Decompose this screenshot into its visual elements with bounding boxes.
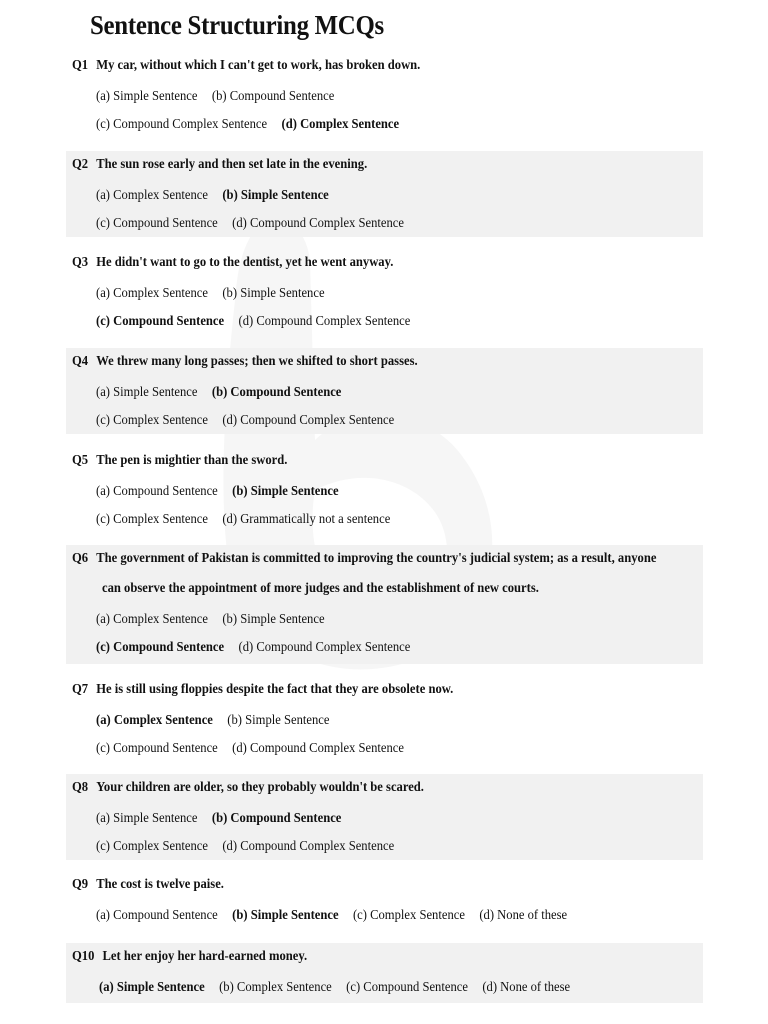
question-text <box>72 157 367 173</box>
question-number: Q2 <box>72 157 89 172</box>
question-stem-continued: can observe the appointment of more judges and the establishment of new courts. <box>102 581 539 596</box>
question-stem: The government of Pakistan is committed to improving the country's judicial system; as a result, anyone <box>96 551 657 566</box>
question-number: Q5 <box>72 453 89 468</box>
option: (a) Compound Sentence <box>96 484 218 499</box>
option: (a) Complex Sentence <box>96 286 208 301</box>
question-text <box>72 453 287 469</box>
option: (c) Compound Sentence <box>96 216 218 231</box>
option: (d) Compound Complex Sentence <box>232 741 404 756</box>
question-block <box>66 943 703 1003</box>
option: (c) Complex Sentence <box>96 839 208 854</box>
option-correct: (b) Compound Sentence <box>211 811 342 826</box>
page-title: Sentence Structuring MCQs <box>90 10 384 40</box>
option: (c) Complex Sentence <box>96 413 208 428</box>
question-number: Q6 <box>72 551 89 566</box>
options-row <box>99 980 585 996</box>
question-stem: The pen is mightier than the sword. <box>96 453 288 468</box>
option: (b) Simple Sentence <box>222 286 325 301</box>
options-row <box>96 385 356 401</box>
option-correct: (a) Simple Sentence <box>99 980 205 995</box>
question-stem: Your children are older, so they probably wouldn't be scared. <box>96 780 424 795</box>
options-row <box>96 484 353 500</box>
options-row <box>96 713 344 729</box>
question-block <box>66 151 703 237</box>
options-row <box>96 839 409 855</box>
question-stem: The cost is twelve paise. <box>96 877 224 892</box>
options-row <box>96 286 339 302</box>
option: (a) Complex Sentence <box>96 612 208 627</box>
question-number: Q10 <box>72 949 95 964</box>
question-number: Q1 <box>72 58 89 73</box>
question-text <box>72 682 453 698</box>
option: (b) Compound Sentence <box>211 89 335 104</box>
option-correct: (c) Compound Sentence <box>96 314 225 329</box>
option: (d) None of these <box>479 908 568 923</box>
question-text <box>72 780 424 796</box>
question-text <box>72 551 656 567</box>
question-stem: The sun rose early and then set late in the evening. <box>96 157 368 172</box>
options-row <box>96 612 339 628</box>
question-stem: He didn't want to go to the dentist, yet he went anyway. <box>96 255 394 270</box>
question-text <box>72 354 418 370</box>
option: (a) Complex Sentence <box>96 188 208 203</box>
question-block <box>66 52 703 148</box>
option: (a) Simple Sentence <box>96 89 198 104</box>
question-stem: He is still using floppies despite the fact that they are obsolete now. <box>96 682 454 697</box>
question-block <box>66 676 703 772</box>
options-row <box>96 741 418 757</box>
question-block <box>66 871 703 935</box>
question-block <box>66 774 703 860</box>
option: (a) Simple Sentence <box>96 385 198 400</box>
option: (b) Simple Sentence <box>227 713 330 728</box>
option: (d) Compound Complex Sentence <box>238 314 411 329</box>
option-correct: (b) Simple Sentence <box>222 188 329 203</box>
question-number: Q8 <box>72 780 89 795</box>
option: (c) Compound Complex Sentence <box>96 117 268 132</box>
option-correct: (b) Compound Sentence <box>211 385 342 400</box>
option: (c) Compound Sentence <box>96 741 218 756</box>
option: (c) Compound Sentence <box>346 980 468 995</box>
option-correct: (c) Compound Sentence <box>96 640 225 655</box>
question-block <box>66 447 703 543</box>
question-text <box>72 877 224 893</box>
option: (d) Compound Complex Sentence <box>222 839 395 854</box>
question-stem: Let her enjoy her hard-earned money. <box>102 949 308 964</box>
options-row <box>96 314 425 330</box>
options-row <box>96 188 343 204</box>
option-correct: (d) Complex Sentence <box>281 117 400 132</box>
question-number: Q9 <box>72 877 89 892</box>
option: (a) Simple Sentence <box>96 811 198 826</box>
option: (a) Compound Sentence <box>96 908 218 923</box>
option-correct: (a) Complex Sentence <box>96 713 213 728</box>
question-stem: We threw many long passes; then we shifted to short passes. <box>96 354 418 369</box>
question-text <box>72 255 393 271</box>
question-number: Q3 <box>72 255 89 270</box>
question-number: Q4 <box>72 354 89 369</box>
option: (d) Compound Complex Sentence <box>222 413 395 428</box>
option-correct: (b) Simple Sentence <box>232 908 339 923</box>
option: (b) Complex Sentence <box>219 980 332 995</box>
question-number: Q7 <box>72 682 89 697</box>
options-row <box>96 117 414 133</box>
question-block <box>66 249 703 345</box>
option: (c) Complex Sentence <box>96 512 208 527</box>
option: (c) Complex Sentence <box>352 908 465 923</box>
question-block <box>66 545 703 664</box>
option: (d) Grammatically not a sentence <box>222 512 391 527</box>
options-row <box>96 89 349 105</box>
options-row <box>96 811 356 827</box>
option-correct: (b) Simple Sentence <box>232 484 339 499</box>
options-row <box>96 908 582 924</box>
option: (d) Compound Complex Sentence <box>232 216 404 231</box>
question-text <box>72 949 307 965</box>
options-row <box>96 640 425 656</box>
question-stem: My car, without which I can't get to work, has broken down. <box>96 58 421 73</box>
option: (b) Simple Sentence <box>222 612 325 627</box>
option: (d) Compound Complex Sentence <box>238 640 411 655</box>
question-text <box>72 58 420 74</box>
options-row <box>96 512 405 528</box>
options-row <box>96 216 418 232</box>
question-block <box>66 348 703 434</box>
option: (d) None of these <box>482 980 571 995</box>
options-row <box>96 413 409 429</box>
